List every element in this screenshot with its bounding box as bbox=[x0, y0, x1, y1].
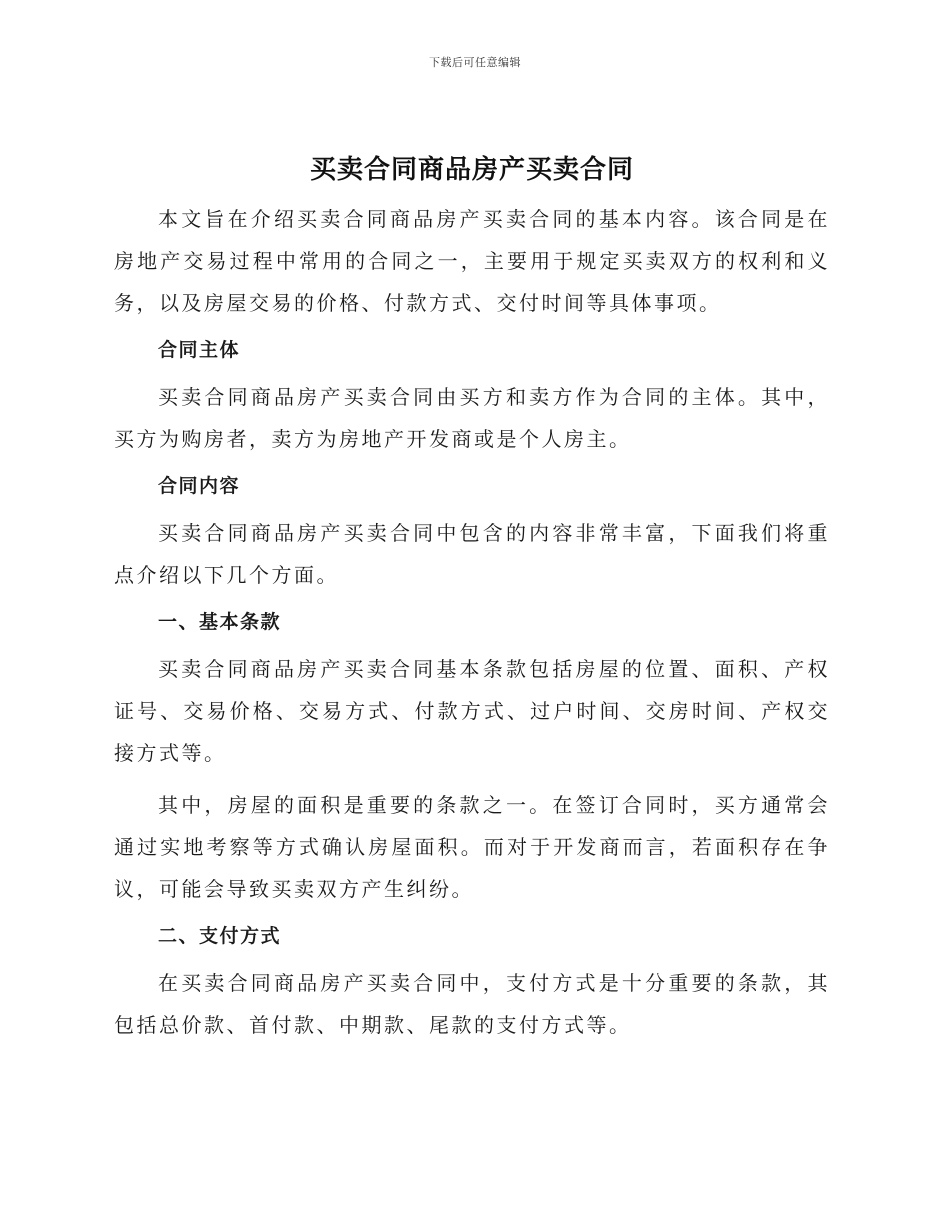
paragraph-basic-terms-1: 买卖合同商品房产买卖合同基本条款包括房屋的位置、面积、产权证号、交易价格、交易方式、付款方式、过户时间、交房时间、产权交接方式等。 bbox=[114, 657, 830, 765]
paragraph-content: 买卖合同商品房产买卖合同中包含的内容非常丰富，下面我们将重点介绍以下几个方面。 bbox=[114, 521, 830, 587]
heading-content: 合同内容 bbox=[158, 475, 241, 497]
document-title: 买卖合同商品房产买卖合同 bbox=[309, 155, 634, 185]
paragraph-subject: 买卖合同商品房产买卖合同由买方和卖方作为合同的主体。其中，买方为购房者，卖方为房地产开发商或是个人房主。 bbox=[114, 385, 830, 451]
paragraph-basic-terms-2: 其中，房屋的面积是重要的条款之一。在签订合同时，买方通常会通过实地考察等方式确认房屋面积。而对于开发商而言，若面积存在争议，可能会导致买卖双方产生纠纷。 bbox=[114, 793, 830, 901]
header-note: 下载后可任意编辑 bbox=[429, 56, 521, 69]
paragraph-intro: 本文旨在介绍买卖合同商品房产买卖合同的基本内容。该合同是在房地产交易过程中常用的合同之一，主要用于规定买卖双方的权利和义务，以及房屋交易的价格、付款方式、交付时间等具体事项。 bbox=[114, 207, 830, 315]
document-body bbox=[114, 150, 830, 1046]
heading-basic-terms: 一、基本条款 bbox=[158, 611, 282, 633]
heading-payment: 二、支付方式 bbox=[158, 925, 282, 947]
paragraph-payment: 在买卖合同商品房产买卖合同中，支付方式是十分重要的条款，其包括总价款、首付款、中期款、尾款的支付方式等。 bbox=[114, 971, 830, 1037]
heading-subject: 合同主体 bbox=[158, 339, 241, 361]
